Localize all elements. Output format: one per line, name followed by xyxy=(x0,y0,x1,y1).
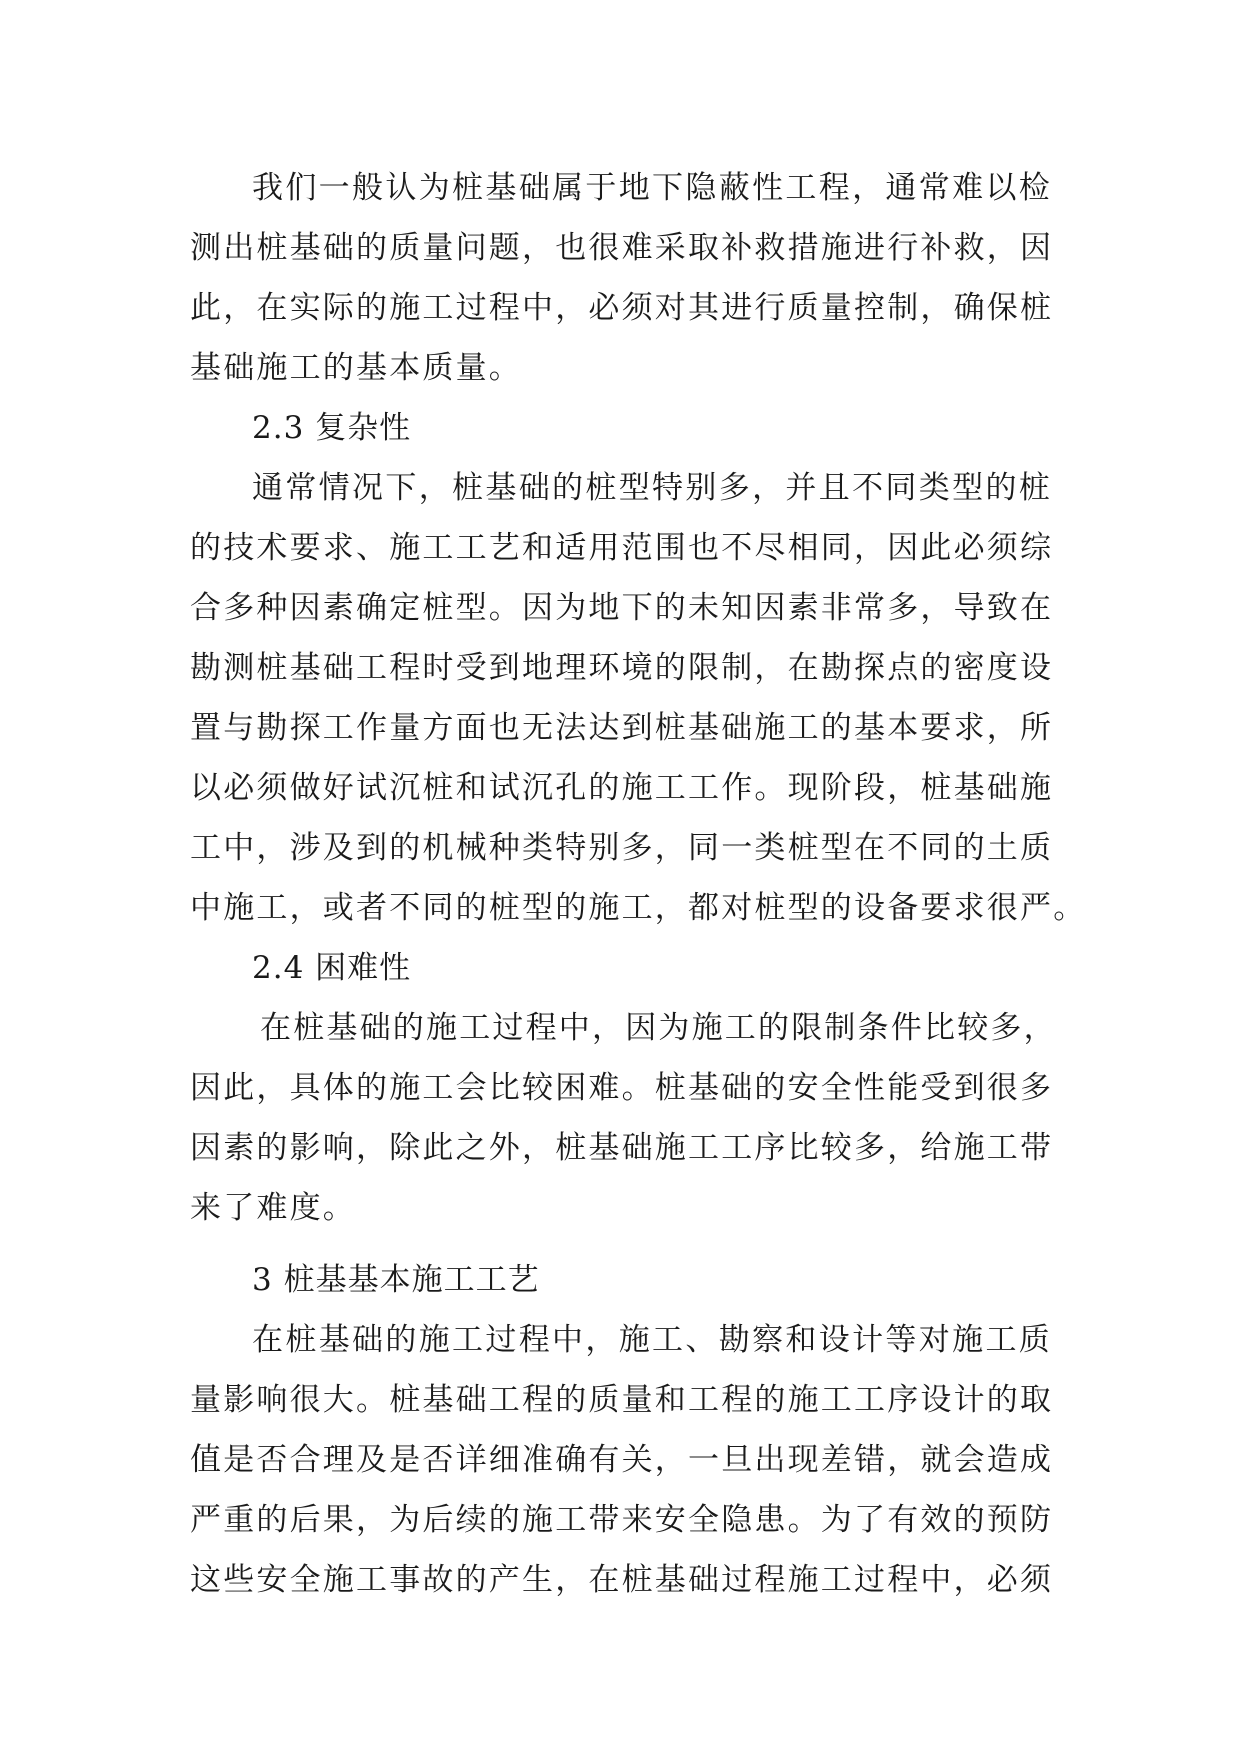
paragraph-line: 因素的影响，除此之外，桩基础施工工序比较多，给施工带 xyxy=(190,1130,1054,1166)
paragraph-line: 以必须做好试沉桩和试沉孔的施工工作。现阶段，桩基础施 xyxy=(190,770,1054,806)
paragraph-line: 这些安全施工事故的产生，在桩基础过程施工过程中，必须 xyxy=(190,1562,1054,1598)
paragraph-line: 此，在实际的施工过程中，必须对其进行质量控制，确保桩 xyxy=(190,290,1054,326)
paragraph-line: 基础施工的基本质量。 xyxy=(190,350,522,386)
paragraph-line: 我们一般认为桩基础属于地下隐蔽性工程，通常难以检 xyxy=(252,170,1052,206)
paragraph-line: 勘测桩基础工程时受到地理环境的限制，在勘探点的密度设 xyxy=(190,650,1054,686)
paragraph-line: 严重的后果，为后续的施工带来安全隐患。为了有效的预防 xyxy=(190,1502,1054,1538)
paragraph-line: 量影响很大。桩基础工程的质量和工程的施工工序设计的取 xyxy=(190,1382,1054,1418)
paragraph-line: 值是否合理及是否详细准确有关，一旦出现差错，就会造成 xyxy=(190,1442,1054,1478)
section-heading-2-4: 2.4 困难性 xyxy=(252,950,412,986)
paragraph-line: 测出桩基础的质量问题，也很难采取补救措施进行补救，因 xyxy=(190,230,1054,266)
paragraph-line: 在桩基础的施工过程中，施工、勘察和设计等对施工质 xyxy=(252,1322,1052,1358)
paragraph-line: 中施工，或者不同的桩型的施工，都对桩型的设备要求很严。 xyxy=(190,890,1087,926)
document-body xyxy=(190,158,1087,1610)
paragraph-line: 合多种因素确定桩型。因为地下的未知因素非常多，导致在 xyxy=(190,590,1054,626)
paragraph-line: 通常情况下，桩基础的桩型特别多，并且不同类型的桩 xyxy=(252,470,1052,506)
paragraph-line: 的技术要求、施工工艺和适用范围也不尽相同，因此必须综 xyxy=(190,530,1054,566)
paragraph-line: 因此，具体的施工会比较困难。桩基础的安全性能受到很多 xyxy=(190,1070,1054,1106)
paragraph-gap xyxy=(190,1238,1052,1250)
section-heading-2-3: 2.3 复杂性 xyxy=(252,410,412,446)
paragraph-line: 工中，涉及到的机械种类特别多，同一类桩型在不同的土质 xyxy=(190,830,1054,866)
paragraph-line: 来了难度。 xyxy=(190,1190,356,1226)
section-heading-3: 3 桩基基本施工工艺 xyxy=(252,1262,540,1298)
paragraph-line: 在桩基础的施工过程中，因为施工的限制条件比较多， xyxy=(260,1010,1057,1046)
paragraph-line: 置与勘探工作量方面也无法达到桩基础施工的基本要求，所 xyxy=(190,710,1054,746)
